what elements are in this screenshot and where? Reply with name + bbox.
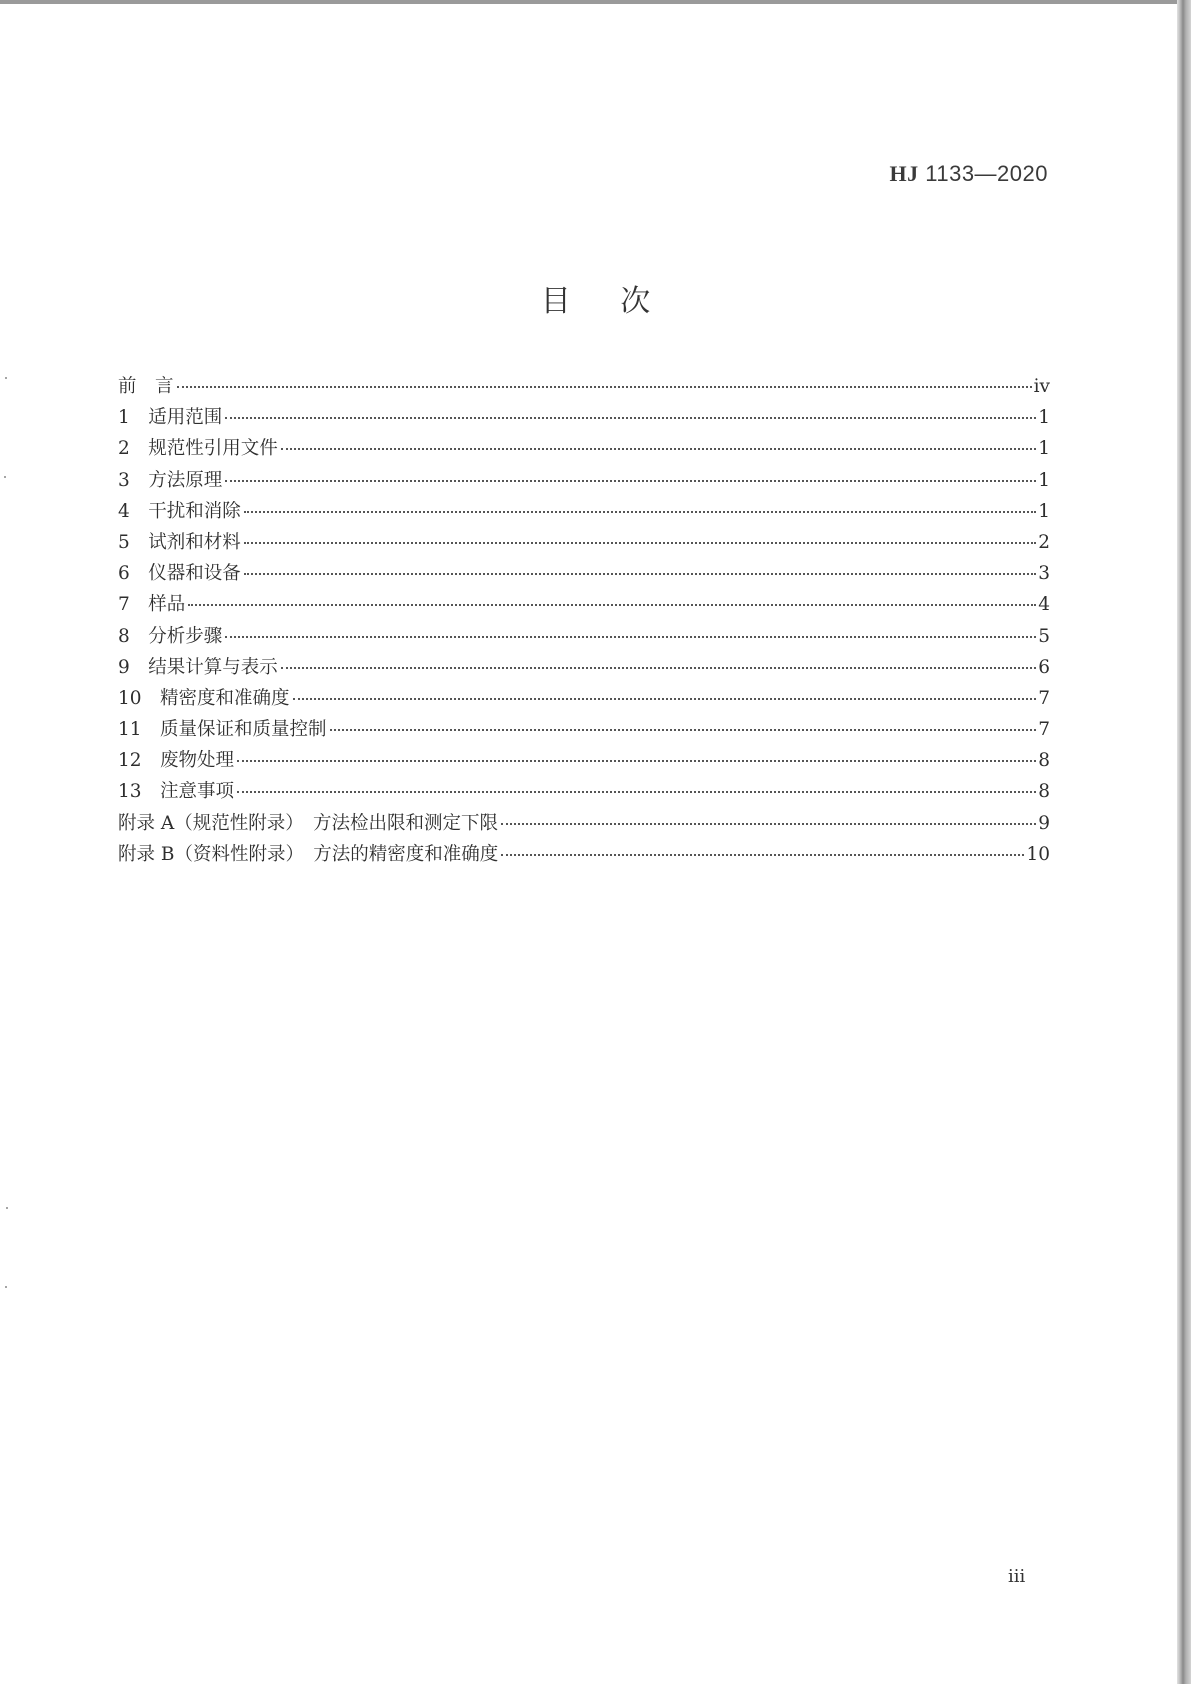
toc-leader-dots [244, 542, 1036, 544]
toc-entry-foreword[interactable] [118, 372, 1050, 403]
toc-entry-4[interactable] [118, 497, 1050, 528]
toc-entry-label: 1 适用范围 [118, 407, 223, 429]
toc-entry-13[interactable] [118, 777, 1050, 808]
toc-leader-dots [237, 791, 1036, 793]
toc-entry-label: 附录 B（资料性附录） 方法的精密度和准确度 [118, 843, 499, 865]
toc-entry-page: 6 [1038, 656, 1050, 678]
toc-entry-9[interactable] [118, 653, 1050, 684]
toc-entry-6[interactable] [118, 559, 1050, 590]
toc-leader-dots [177, 386, 1032, 388]
toc-entry-page: 3 [1038, 563, 1050, 585]
toc-entry-label: 4 干扰和消除 [118, 500, 241, 522]
toc-entry-label: 前 言 [118, 376, 174, 397]
toc-entry-12[interactable] [118, 746, 1050, 777]
toc-entry-label: 附录 A（规范性附录） 方法检出限和测定下限 [118, 812, 498, 834]
toc-entry-page: 8 [1038, 781, 1050, 803]
toc-entry-label: 7 样品 [118, 594, 186, 616]
toc-entry-label: 10 精密度和准确度 [118, 687, 290, 709]
toc-entry-label: 5 试剂和材料 [118, 531, 241, 553]
toc-entry-label: 9 结果计算与表示 [118, 656, 278, 678]
toc-entry-page: 1 [1038, 407, 1050, 429]
scan-speck [5, 377, 7, 379]
toc-entry-5[interactable] [118, 528, 1050, 559]
toc-entry-page: 10 [1026, 843, 1050, 865]
toc-entry-page: 7 [1038, 719, 1050, 741]
toc-entry-page: 1 [1038, 438, 1050, 460]
scan-speck [6, 1207, 8, 1209]
toc-leader-dots [225, 636, 1036, 638]
toc-leader-dots [244, 511, 1036, 513]
toc-leader-dots [281, 667, 1036, 669]
toc-leader-dots [237, 760, 1036, 762]
toc-list [118, 372, 1050, 871]
toc-leader-dots [293, 698, 1037, 700]
toc-entry-page: 2 [1038, 531, 1050, 553]
toc-entry-label: 8 分析步骤 [118, 625, 223, 647]
standard-prefix: HJ [889, 161, 919, 186]
toc-leader-dots [330, 729, 1037, 731]
toc-entry-3[interactable] [118, 466, 1050, 497]
toc-entry-11[interactable] [118, 715, 1050, 746]
toc-entry-appendix-b[interactable] [118, 840, 1050, 871]
scan-speck [4, 476, 6, 478]
toc-entry-page: iv [1033, 376, 1050, 397]
toc-entry-page: 1 [1038, 500, 1050, 522]
toc-entry-page: 4 [1038, 594, 1050, 616]
toc-leader-dots [281, 448, 1036, 450]
scan-speck [5, 1286, 7, 1288]
toc-entry-appendix-a[interactable] [118, 809, 1050, 840]
toc-leader-dots [501, 854, 1024, 856]
toc-entry-2[interactable] [118, 434, 1050, 465]
toc-leader-dots [501, 823, 1036, 825]
scan-border-right [1177, 0, 1191, 1684]
toc-entry-page: 7 [1038, 687, 1050, 709]
toc-entry-page: 1 [1038, 469, 1050, 491]
toc-entry-page: 9 [1038, 812, 1050, 834]
scan-border-top [0, 0, 1191, 4]
toc-entry-label: 12 废物处理 [118, 750, 235, 772]
toc-leader-dots [225, 417, 1036, 419]
toc-entry-label: 2 规范性引用文件 [118, 438, 278, 460]
standard-code [890, 161, 1049, 187]
toc-title: 目 次 [540, 284, 651, 319]
toc-entry-8[interactable] [118, 622, 1050, 653]
toc-entry-label: 11 质量保证和质量控制 [118, 719, 327, 741]
toc-leader-dots [244, 573, 1036, 575]
standard-number: 1133—2020 [925, 161, 1048, 186]
toc-entry-page: 8 [1038, 750, 1050, 772]
toc-entry-page: 5 [1038, 625, 1050, 647]
toc-entry-1[interactable] [118, 403, 1050, 434]
toc-entry-label: 13 注意事项 [118, 781, 235, 803]
toc-leader-dots [188, 604, 1036, 606]
toc-entry-10[interactable] [118, 684, 1050, 715]
toc-entry-label: 3 方法原理 [118, 469, 223, 491]
toc-entry-label: 6 仪器和设备 [118, 563, 241, 585]
page-number: iii [1008, 1566, 1026, 1587]
toc-entry-7[interactable] [118, 590, 1050, 621]
toc-leader-dots [225, 480, 1036, 482]
